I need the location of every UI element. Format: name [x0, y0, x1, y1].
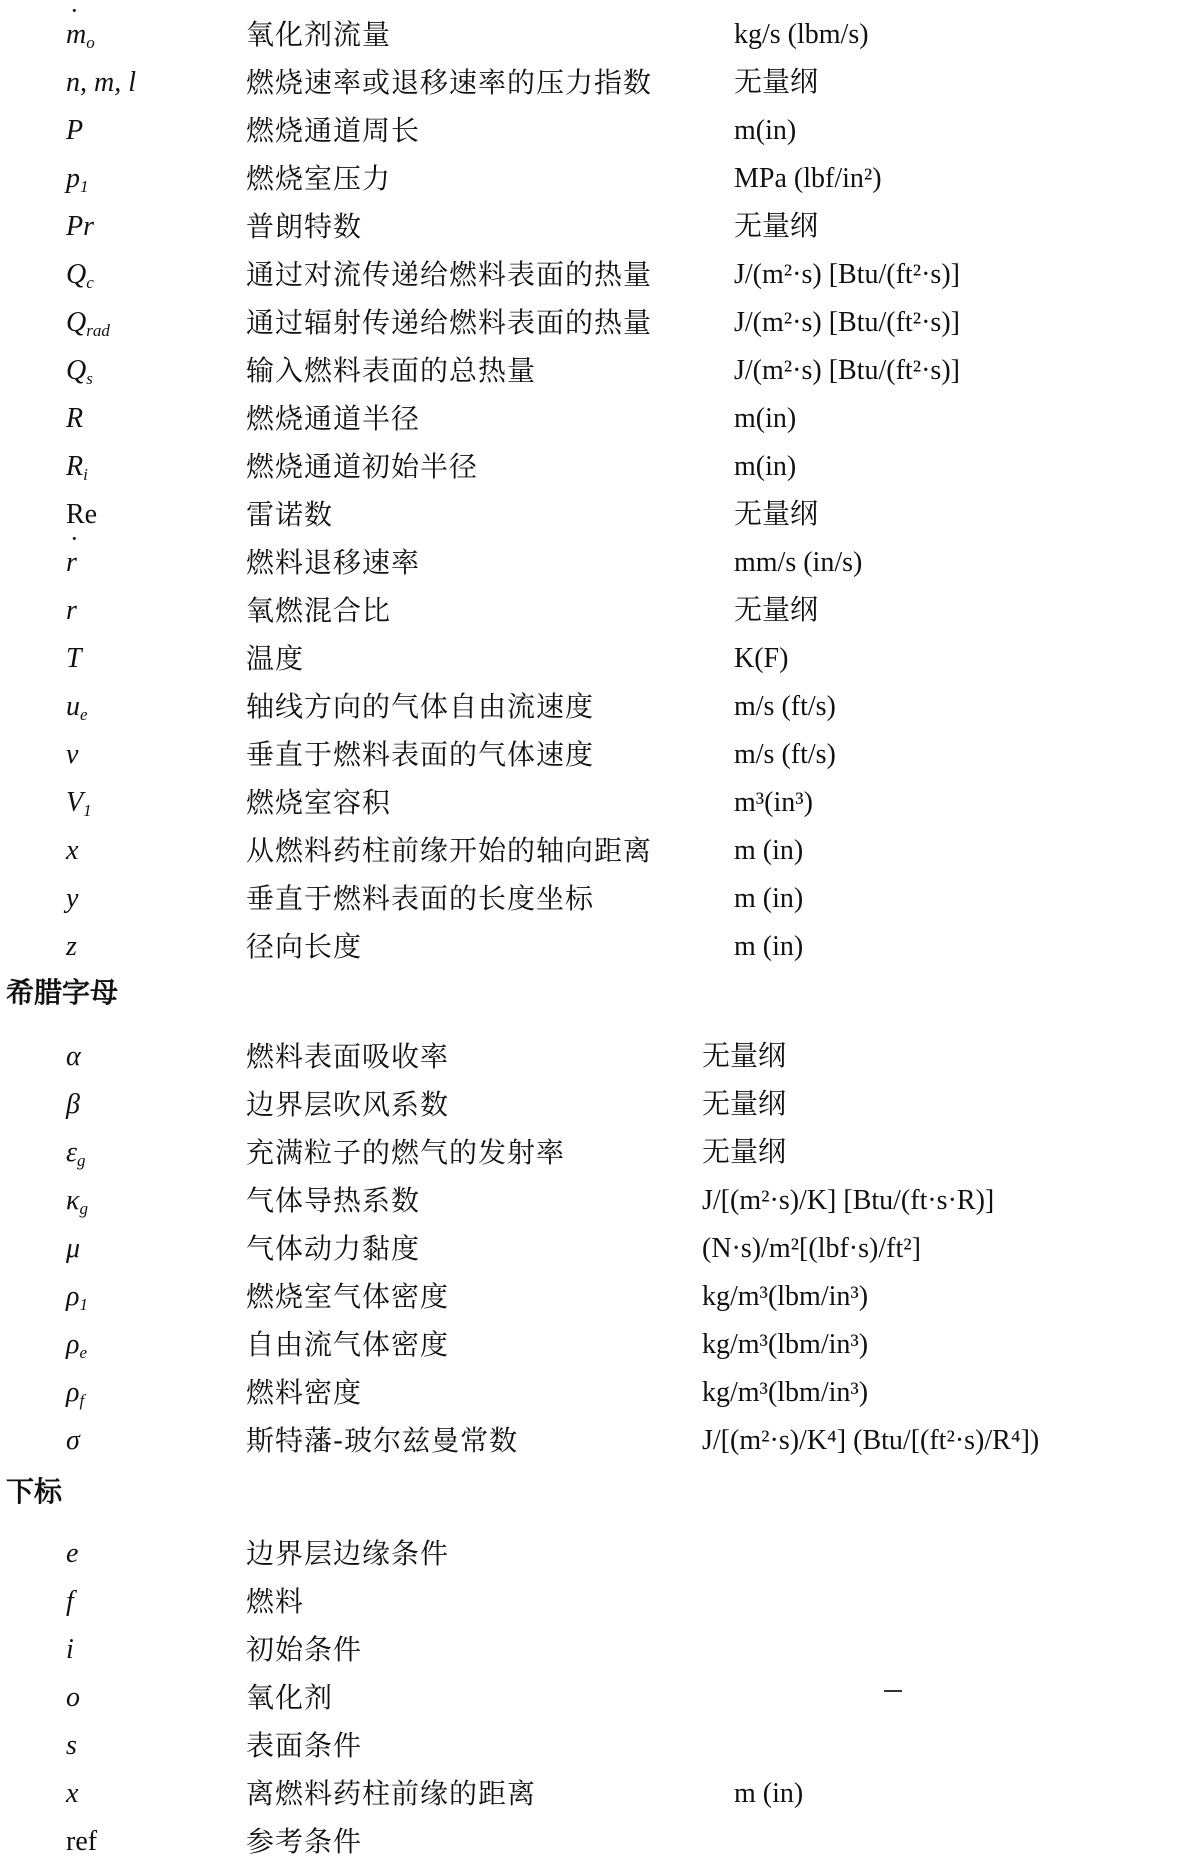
- symbol-unit: m(in): [734, 403, 797, 434]
- symbol-base: v: [66, 739, 79, 770]
- symbol-base: Q: [66, 259, 87, 290]
- symbol-subscript: i: [83, 465, 88, 484]
- symbol-description: 温度: [246, 642, 305, 675]
- nomenclature-row: [0, 635, 1196, 683]
- symbol-subscript: o: [86, 33, 95, 52]
- symbol-description: 充满粒子的燃气的发射率: [246, 1136, 566, 1169]
- nomenclature-row: [0, 1129, 1196, 1177]
- symbol-description: 燃料: [246, 1585, 305, 1618]
- nomenclature-row: [0, 539, 1196, 587]
- symbol: [66, 1321, 216, 1369]
- symbol: [66, 1578, 216, 1626]
- symbol-base: p: [66, 163, 80, 194]
- symbol-description: 斯特藩-玻尔兹曼常数: [246, 1424, 519, 1457]
- symbol-base: P: [66, 115, 84, 146]
- symbol-base: x: [66, 1778, 79, 1809]
- symbol-description: 氧燃混合比: [246, 594, 392, 627]
- symbol-base: Q: [66, 307, 87, 338]
- symbol-unit: 无量纲: [702, 1041, 787, 1072]
- symbol-subscript: rad: [86, 321, 110, 340]
- nomenclature-row: [0, 779, 1196, 827]
- nomenclature-row: [0, 1273, 1196, 1321]
- symbol-subscript: 1: [83, 801, 92, 820]
- nomenclature-row: [0, 395, 1196, 443]
- symbol-base: o: [66, 1682, 80, 1713]
- symbol-unit: m (in): [734, 883, 804, 914]
- symbol-description: 燃烧通道初始半径: [246, 450, 479, 483]
- symbol-description: 燃料退移速率: [246, 546, 421, 579]
- symbol-base: ε: [66, 1137, 78, 1168]
- symbol-unit: m (in): [734, 835, 804, 866]
- subscripts-heading: 下标: [6, 1475, 63, 1508]
- symbol-base: y: [66, 883, 79, 914]
- symbol-description: 燃烧通道周长: [246, 114, 421, 147]
- symbol: [66, 683, 216, 731]
- nomenclature-row: [0, 251, 1196, 299]
- symbol-base: i: [66, 1634, 74, 1665]
- symbol: [66, 1626, 216, 1674]
- symbol-base: σ: [66, 1425, 80, 1456]
- symbol-subscript: g: [79, 1199, 88, 1218]
- symbol-description: 径向长度: [246, 930, 363, 963]
- symbol-description: 燃料密度: [246, 1376, 363, 1409]
- symbol: [66, 827, 216, 875]
- nomenclature-row: [0, 875, 1196, 923]
- symbol-description: 燃料表面吸收率: [246, 1040, 450, 1073]
- symbol-base: ρ: [66, 1377, 80, 1408]
- symbol: [66, 1818, 216, 1866]
- symbol: [66, 107, 216, 155]
- symbol-description: 燃烧通道半径: [246, 402, 421, 435]
- symbol: [66, 59, 216, 107]
- symbol-base: z: [66, 931, 77, 962]
- symbol: [66, 443, 216, 491]
- symbol-unit: m(in): [734, 115, 797, 146]
- symbol-description: 离燃料药柱前缘的距离: [246, 1777, 537, 1810]
- stray-mark: [884, 1690, 902, 1692]
- nomenclature-row: [0, 1578, 1196, 1626]
- symbol-description: 垂直于燃料表面的长度坐标: [246, 882, 595, 915]
- symbol-description: 燃烧室容积: [246, 786, 392, 819]
- symbol: [66, 395, 216, 443]
- symbol: [66, 1530, 216, 1578]
- symbol-base: r: [66, 595, 77, 626]
- symbol-base: x: [66, 835, 79, 866]
- symbol-base: ρ: [66, 1329, 80, 1360]
- symbol: [66, 1033, 216, 1081]
- nomenclature-row: [0, 731, 1196, 779]
- nomenclature-row: [0, 107, 1196, 155]
- symbol-unit: 无量纲: [734, 595, 819, 626]
- symbol-description: 边界层边缘条件: [246, 1537, 450, 1570]
- symbol-unit: 无量纲: [702, 1089, 787, 1120]
- symbol-description: 垂直于燃料表面的气体速度: [246, 738, 595, 771]
- symbol-description: 氧化剂流量: [246, 18, 392, 51]
- symbol: [66, 1177, 216, 1225]
- symbol-base: f: [66, 1586, 74, 1617]
- symbol-base: n, m, l: [66, 67, 136, 98]
- nomenclature-row: [0, 587, 1196, 635]
- nomenclature-row: [0, 1674, 1196, 1722]
- symbol-base: ref: [66, 1826, 98, 1857]
- nomenclature-row: [0, 299, 1196, 347]
- symbol-base: · r: [66, 539, 77, 587]
- symbol: [66, 1129, 216, 1177]
- symbol-unit: m/s (ft/s): [734, 739, 836, 770]
- symbol-unit: m (in): [734, 931, 804, 962]
- nomenclature-row: [0, 1369, 1196, 1417]
- symbol-base: · m: [66, 11, 86, 59]
- symbol-description: 燃烧室气体密度: [246, 1280, 450, 1313]
- symbol-unit: kg/s (lbm/s): [734, 19, 869, 50]
- symbol-unit: mm/s (in/s): [734, 547, 863, 578]
- symbol: [66, 875, 216, 923]
- symbol-description: 气体动力黏度: [246, 1232, 421, 1265]
- symbol-subscript: 1: [79, 1295, 88, 1314]
- symbol-unit: 无量纲: [734, 67, 819, 98]
- nomenclature-row: [0, 491, 1196, 539]
- symbol-description: 自由流气体密度: [246, 1328, 450, 1361]
- symbol: [66, 779, 216, 827]
- symbol: [66, 1674, 216, 1722]
- symbol-description: 轴线方向的气体自由流速度: [246, 690, 595, 723]
- nomenclature-row: [0, 1225, 1196, 1273]
- symbol-unit: m/s (ft/s): [734, 691, 836, 722]
- symbol-unit: kg/m³(lbm/in³): [702, 1329, 869, 1360]
- symbol-subscript: c: [86, 273, 94, 292]
- symbol-description: 气体导热系数: [246, 1184, 421, 1217]
- nomenclature-row: [0, 59, 1196, 107]
- nomenclature-row: [0, 1770, 1196, 1818]
- nomenclature-row: [0, 1818, 1196, 1866]
- symbol-unit: 无量纲: [734, 499, 819, 530]
- symbol-base: V: [66, 787, 84, 818]
- symbol-description: 燃烧室压力: [246, 162, 392, 195]
- symbol-base: Q: [66, 355, 87, 386]
- symbol: [66, 1081, 216, 1129]
- symbol-base: u: [66, 691, 80, 722]
- symbol-base: s: [66, 1730, 77, 1761]
- nomenclature-row: [0, 1722, 1196, 1770]
- symbol-base: α: [66, 1041, 81, 1072]
- symbol-unit: kg/m³(lbm/in³): [702, 1281, 869, 1312]
- symbol-base: e: [66, 1538, 79, 1569]
- symbol-subscript: e: [79, 1343, 87, 1362]
- symbol-description: 初始条件: [246, 1633, 363, 1666]
- symbol-base: β: [66, 1089, 80, 1120]
- nomenclature-row: [0, 1626, 1196, 1674]
- symbol: [66, 11, 216, 59]
- symbol-unit: m(in): [734, 451, 797, 482]
- symbol-subscript: e: [80, 705, 88, 724]
- nomenclature-row: [0, 443, 1196, 491]
- symbol-base: ρ: [66, 1281, 80, 1312]
- nomenclature-row: [0, 1417, 1196, 1465]
- nomenclature-row: [0, 923, 1196, 971]
- symbol-subscript: g: [77, 1151, 86, 1170]
- symbol-unit: m³(in³): [734, 787, 813, 818]
- symbol-base: Re: [66, 499, 98, 530]
- symbol-subscript: 1: [80, 177, 89, 196]
- symbol-unit: J/(m²·s) [Btu/(ft²·s)]: [734, 307, 960, 338]
- symbol-description: 表面条件: [246, 1729, 363, 1762]
- symbol: [66, 587, 216, 635]
- symbol: [66, 1770, 216, 1818]
- nomenclature-row: [0, 827, 1196, 875]
- symbol-unit: J/[(m²·s)/K⁴] (Btu/[(ft²·s)/R⁴]): [702, 1425, 1040, 1456]
- symbol: [66, 923, 216, 971]
- symbol-description: 燃烧速率或退移速率的压力指数: [246, 66, 653, 99]
- symbol: [66, 1273, 216, 1321]
- symbol-description: 通过辐射传递给燃料表面的热量: [246, 306, 653, 339]
- symbol-description: 普朗特数: [246, 210, 363, 243]
- nomenclature-row: [0, 347, 1196, 395]
- symbol: [66, 251, 216, 299]
- nomenclature-row: [0, 155, 1196, 203]
- symbol-base: κ: [66, 1185, 80, 1216]
- symbol: [66, 539, 216, 587]
- symbol: [66, 1369, 216, 1417]
- nomenclature-row: [0, 683, 1196, 731]
- symbol-base: Pr: [66, 211, 94, 242]
- symbol-description: 边界层吹风系数: [246, 1088, 450, 1121]
- greek-letters-heading: 希腊字母: [6, 976, 119, 1009]
- symbol-base: μ: [66, 1233, 81, 1264]
- nomenclature-row: [0, 203, 1196, 251]
- symbol-unit: m (in): [734, 1778, 804, 1809]
- symbol: [66, 1225, 216, 1273]
- symbol-base: T: [66, 643, 82, 674]
- symbol-unit: (N·s)/m²[(lbf·s)/ft²]: [702, 1233, 921, 1264]
- symbol-description: 从燃料药柱前缘开始的轴向距离: [246, 834, 653, 867]
- symbol: [66, 299, 216, 347]
- symbol: [66, 1417, 216, 1465]
- symbol-base: R: [66, 451, 84, 482]
- symbol-unit: J/(m²·s) [Btu/(ft²·s)]: [734, 355, 960, 386]
- nomenclature-row: [0, 11, 1196, 59]
- symbol: [66, 635, 216, 683]
- symbol: [66, 203, 216, 251]
- symbol-description: 参考条件: [246, 1825, 363, 1858]
- symbol-description: 输入燃料表面的总热量: [246, 354, 537, 387]
- nomenclature-row: [0, 1081, 1196, 1129]
- symbol-description: 雷诺数: [246, 498, 334, 531]
- nomenclature-row: [0, 1530, 1196, 1578]
- symbol: [66, 347, 216, 395]
- symbol: [66, 731, 216, 779]
- symbol-unit: J/(m²·s) [Btu/(ft²·s)]: [734, 259, 960, 290]
- nomenclature-row: [0, 1177, 1196, 1225]
- symbol-unit: J/[(m²·s)/K] [Btu/(ft·s·R)]: [702, 1185, 995, 1216]
- symbol-unit: kg/m³(lbm/in³): [702, 1377, 869, 1408]
- symbol-unit: 无量纲: [702, 1137, 787, 1168]
- symbol-description: 通过对流传递给燃料表面的热量: [246, 258, 653, 291]
- symbol: [66, 491, 216, 539]
- symbol-unit: 无量纲: [734, 211, 819, 242]
- symbol-description: 氧化剂: [246, 1681, 334, 1714]
- symbol-unit: K(F): [734, 643, 789, 674]
- symbol: [66, 1722, 216, 1770]
- symbol-base: R: [66, 403, 84, 434]
- nomenclature-row: [0, 1321, 1196, 1369]
- symbol: [66, 155, 216, 203]
- symbol-subscript: s: [86, 369, 93, 388]
- nomenclature-row: [0, 1033, 1196, 1081]
- symbol-subscript: f: [79, 1391, 85, 1410]
- symbol-unit: MPa (lbf/in²): [734, 163, 882, 194]
